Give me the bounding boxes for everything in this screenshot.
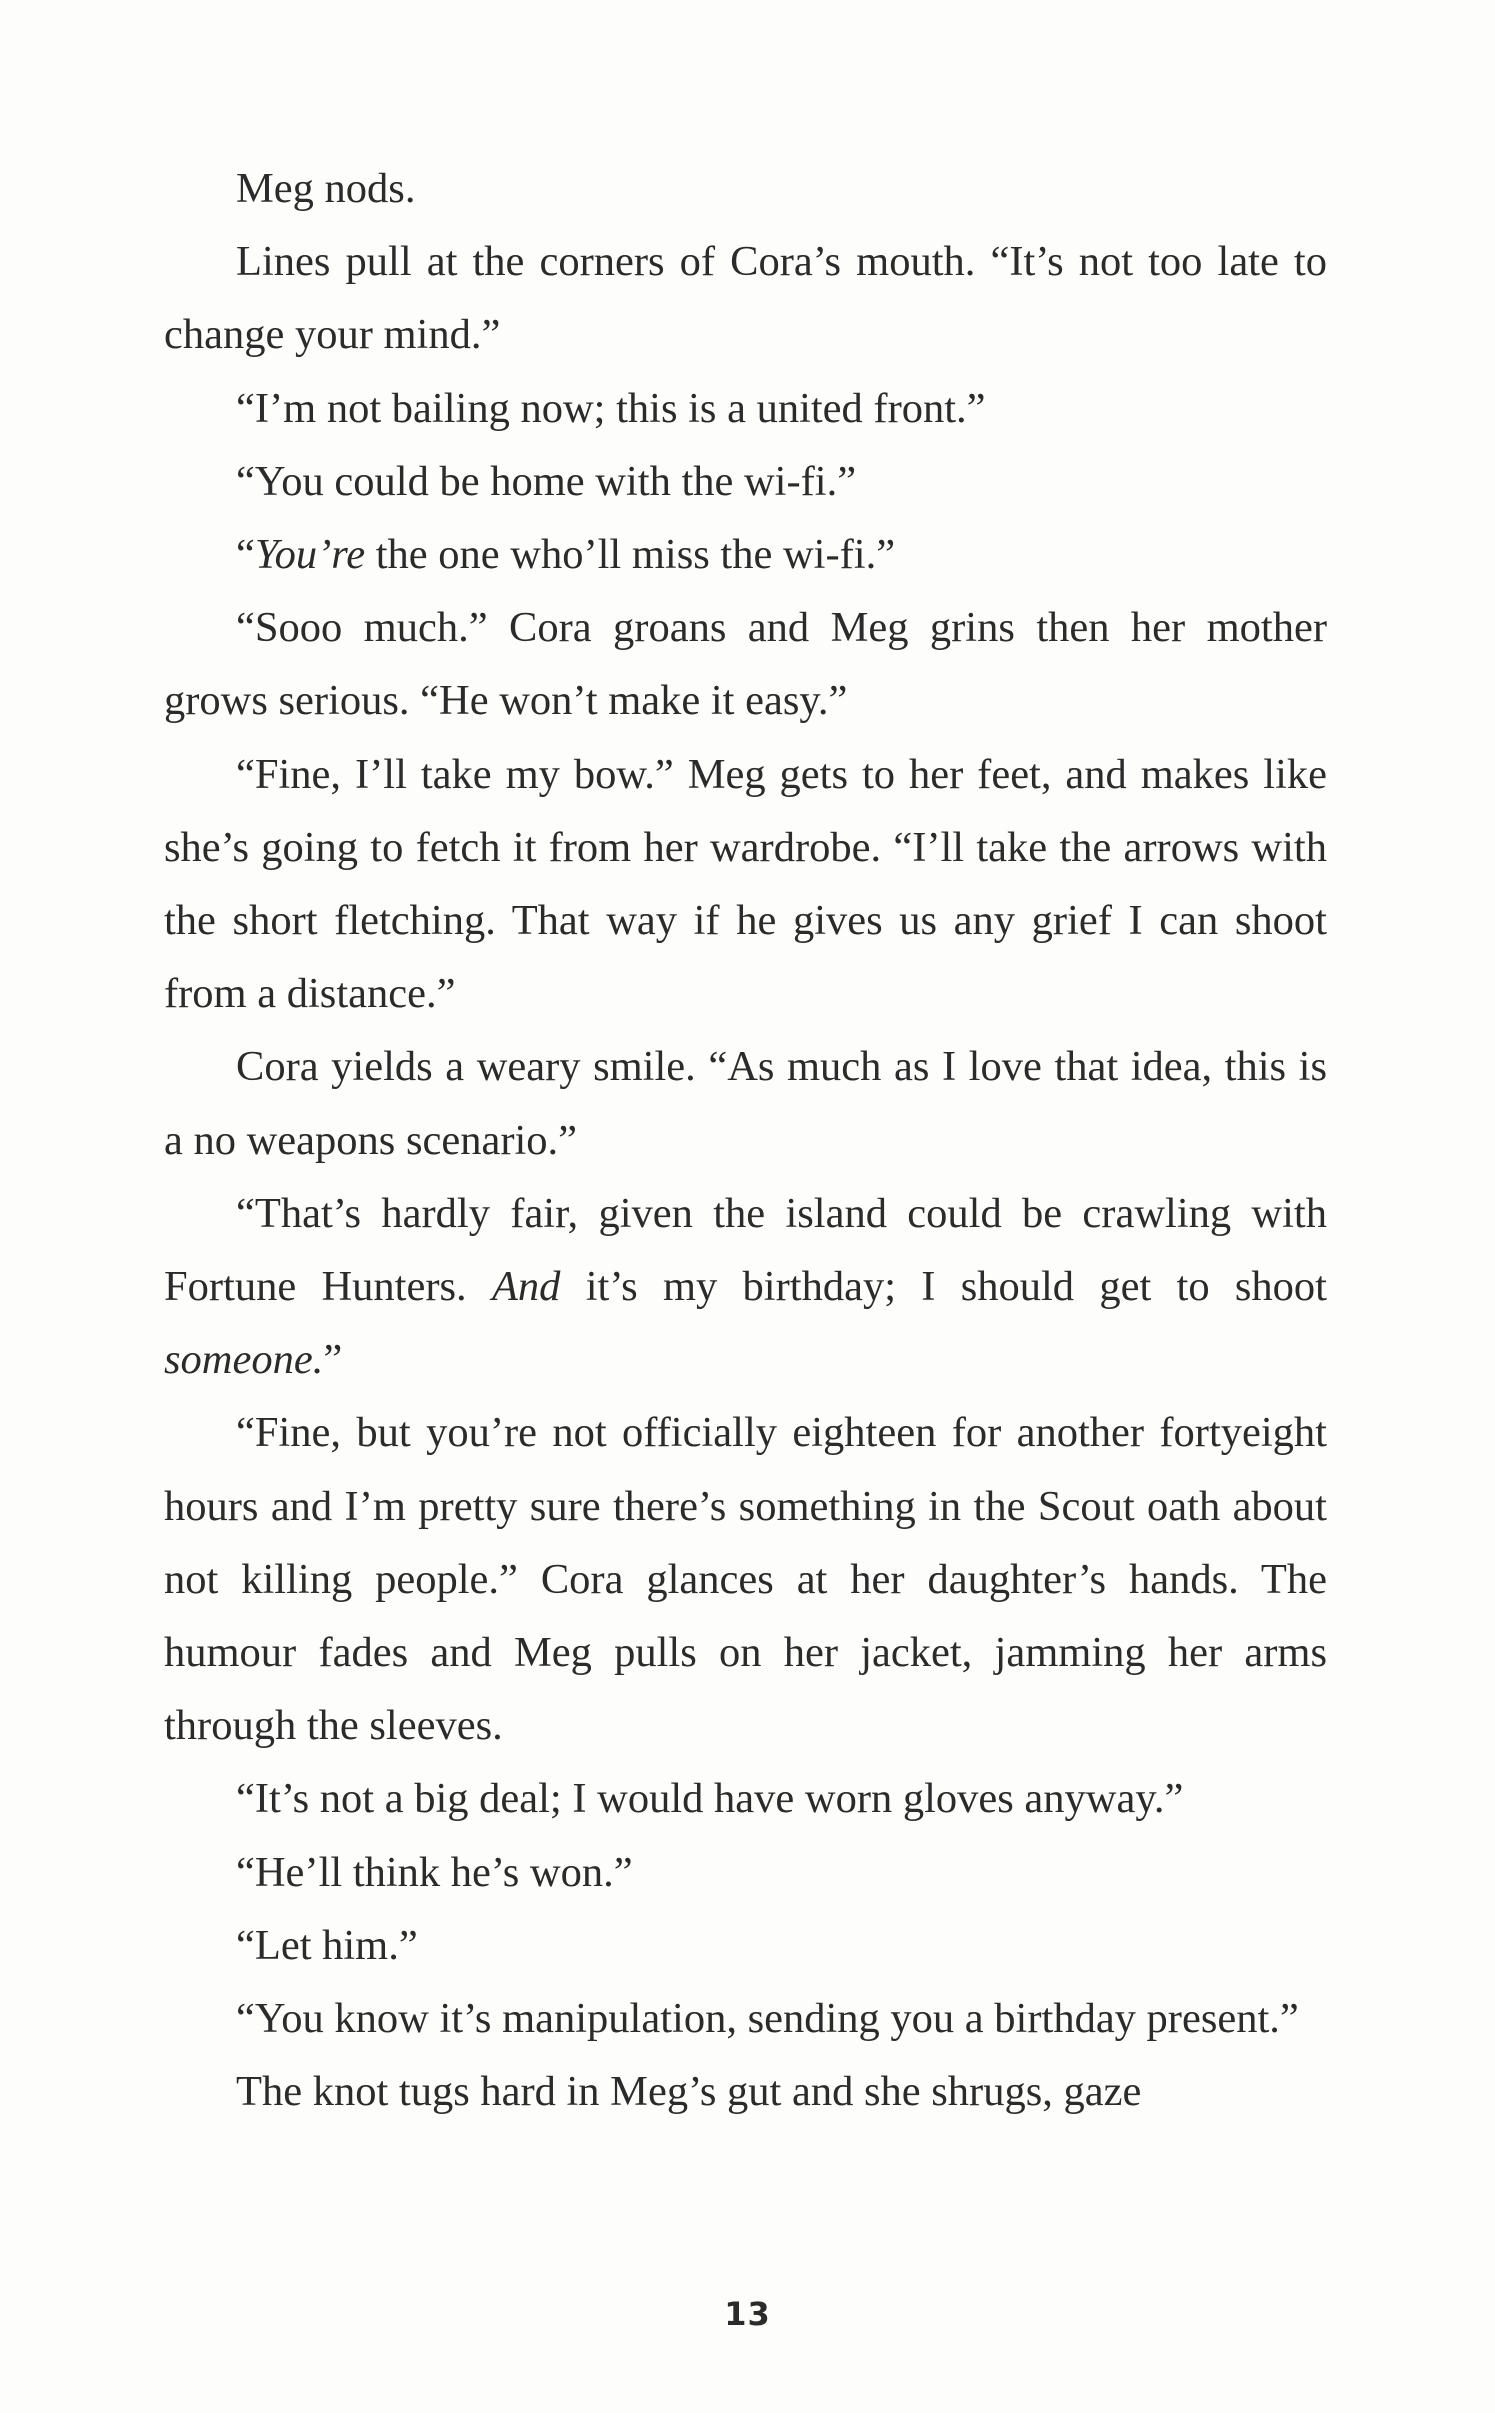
text-run: “Fine, but you’re not officially eighteen for another fortyeight hours and I’m pretty sure there’s something in the Scout oath about not killing people.” Cora glances at her daughter’s hands. The humour fades and Meg pulls on her jacket, jamming her arms through the sleeves. <box>164 1409 1327 1750</box>
paragraph <box>164 591 1327 737</box>
paragraph <box>164 225 1327 371</box>
paragraph <box>164 738 1327 1031</box>
text-run: ” <box>323 1336 343 1384</box>
paragraph <box>164 1836 1327 1909</box>
text-run: “Sooo much.” Cora groans and Meg grins then her mother grows serious. “He won’t make it easy.” <box>164 604 1327 725</box>
text-run: Meg nods. <box>236 165 416 212</box>
paragraph <box>164 1396 1327 1762</box>
text-run: The knot tugs hard in Meg’s gut and she shrugs, gaze <box>236 2068 1142 2116</box>
italic-text-run: And <box>491 1263 561 1311</box>
paragraph <box>164 152 1327 225</box>
body-text <box>164 152 1327 2128</box>
paragraph <box>164 1030 1327 1176</box>
text-run: “He’ll think he’s won.” <box>236 1848 633 1896</box>
text-run: “It’s not a big deal; I would have worn gloves anyway.” <box>236 1775 1184 1823</box>
text-run: Lines pull at the corners of Cora’s mouth. “It’s not too late to change your mind.” <box>164 238 1327 359</box>
text-run: “ <box>236 531 255 579</box>
italic-text-run: someone. <box>164 1336 324 1384</box>
paragraph <box>164 1177 1327 1397</box>
text-run: it’s my birthday; I should get to shoot <box>560 1263 1327 1311</box>
text-run: “Fine, I’ll take my bow.” Meg gets to her feet, and makes like she’s going to fetch it from her wardrobe. “I’ll take the arrows with the short fletching. That way if he gives us any grief I can shoot from a distance.” <box>164 750 1327 1018</box>
text-run: “That’s hardly fair, given the island could be crawling with Fortune Hunters. <box>164 1189 1327 1311</box>
text-run: “You could be home with the wi-fi.” <box>236 457 857 505</box>
italic-text-run: You’re <box>254 531 366 579</box>
text-run: “I’m not bailing now; this is a united front.” <box>236 384 986 432</box>
page-number: 13 <box>724 2295 771 2333</box>
text-run: “Let him.” <box>236 1921 418 1969</box>
paragraph <box>164 1909 1327 1982</box>
paragraph <box>164 1982 1327 2055</box>
paragraph <box>164 2055 1327 2128</box>
paragraph <box>164 518 1327 591</box>
text-run: the one who’ll miss the wi-fi.” <box>365 531 896 579</box>
text-run: Cora yields a weary smile. “As much as I love that idea, this is a no weapons scenario.” <box>164 1043 1327 1164</box>
paragraph <box>164 445 1327 518</box>
text-run: “You know it’s manipulation, sending you a birthday present.” <box>236 1995 1299 2043</box>
paragraph <box>164 372 1327 445</box>
paragraph <box>164 1762 1327 1835</box>
